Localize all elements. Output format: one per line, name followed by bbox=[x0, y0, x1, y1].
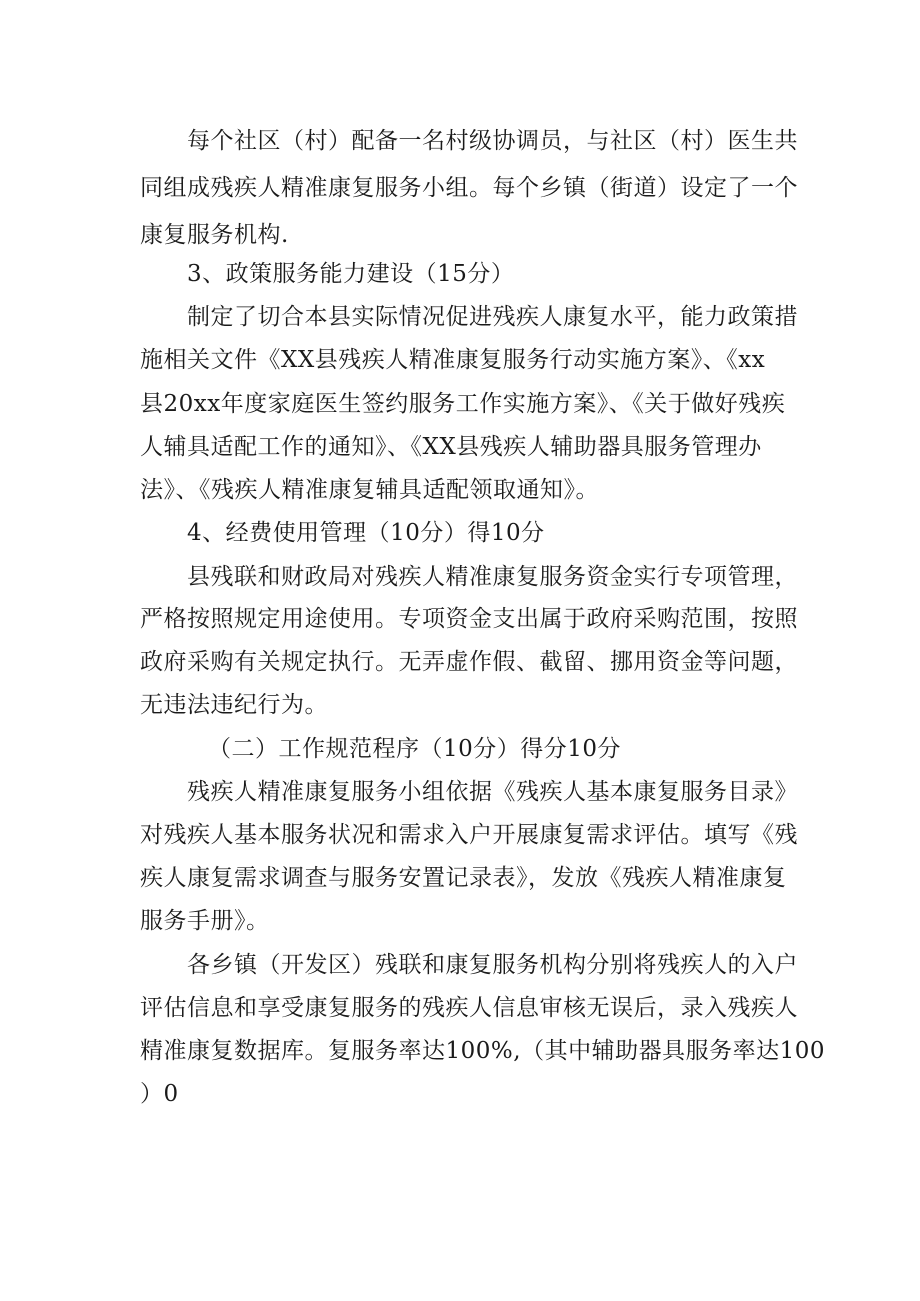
paragraph-line: 严格按照规定用途使用。专项资金支出属于政府采购范围，按照 bbox=[140, 606, 798, 632]
paragraph-line: 各乡镇（开发区）残联和康复服务机构分别将残疾人的入户 bbox=[187, 952, 798, 978]
paragraph-line: 疾人康复需求调查与服务安置记录表》，发放《残疾人精准康复 bbox=[140, 865, 787, 891]
paragraph-line: 县20xx年度家庭医生签约服务工作实施方案》、《关于做好残疾 bbox=[140, 391, 786, 417]
paragraph-line: 县残联和财政局对残疾人精准康复服务资金实行专项管理， bbox=[187, 564, 798, 590]
paragraph-line: 精准康复数据库。复服务率达100%,（其中辅助器具服务率达100 bbox=[140, 1038, 825, 1064]
paragraph-line: 施相关文件《XX县残疾人精准康复服务行动实施方案》、《xx bbox=[140, 347, 766, 373]
paragraph-line: 评估信息和享受康复服务的残疾人信息审核无误后，录入残疾人 bbox=[140, 995, 798, 1021]
paragraph-line: 人辅具适配工作的通知》、《XX县残疾人辅助器具服务管理办 bbox=[140, 434, 762, 460]
paragraph-line: ）0 bbox=[140, 1081, 179, 1107]
paragraph-line: 无违法违纪行为。 bbox=[140, 692, 328, 718]
section-heading: 3、政策服务能力建设（15分） bbox=[187, 261, 515, 287]
paragraph-line: 残疾人精准康复服务小组依据《残疾人基本康复服务目录》 bbox=[187, 779, 798, 805]
paragraph-line: 政府采购有关规定执行。无弄虚作假、截留、挪用资金等问题， bbox=[140, 649, 798, 675]
section-heading: 4、经费使用管理（10分）得10分 bbox=[187, 520, 545, 546]
paragraph-line: 康复服务机构. bbox=[140, 222, 289, 248]
paragraph-line: 每个社区（村）配备一名村级协调员，与社区（村）医生共 bbox=[187, 128, 798, 154]
section-heading: （二）工作规范程序（10分）得分10分 bbox=[208, 736, 622, 762]
paragraph-line: 制定了切合本县实际情况促进残疾人康复水平，能力政策措 bbox=[187, 304, 798, 330]
paragraph-line: 服务手册》。 bbox=[140, 908, 270, 934]
paragraph-line: 法》、《残疾人精准康复辅具适配领取通知》。 bbox=[140, 477, 599, 503]
paragraph-line: 对残疾人基本服务状况和需求入户开展康复需求评估。填写《残 bbox=[140, 822, 798, 848]
paragraph-line: 同组成残疾人精准康复服务小组。每个乡镇（街道）设定了一个 bbox=[140, 175, 798, 201]
